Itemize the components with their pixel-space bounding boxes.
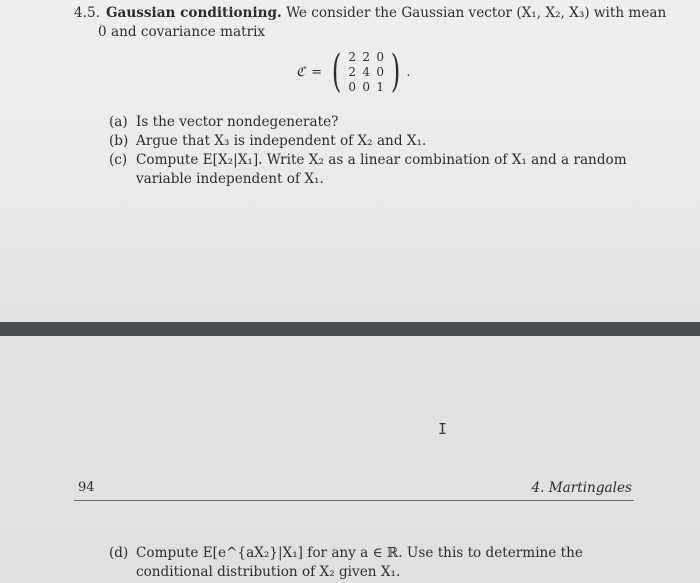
matrix-cell: 0 (376, 49, 385, 64)
problem-heading (74, 4, 674, 42)
part-d (109, 544, 649, 582)
text-cursor-icon: I (438, 420, 448, 438)
part-label: (b) (109, 133, 129, 149)
part-label: (d) (109, 545, 129, 561)
matrix-cell: 1 (376, 79, 385, 94)
matrix-period: . (406, 64, 411, 80)
chapter-running-head: 4. Martingales (531, 480, 632, 496)
matrix-cell: 2 (362, 49, 371, 64)
matrix-cell: 4 (362, 64, 371, 79)
part-label: (c) (109, 152, 128, 168)
left-paren: ( (331, 46, 342, 97)
problem-intro-line1: We consider the Gaussian vector (X₁, X₂, X₃) with mean (286, 5, 667, 21)
part-text: Compute E[X₂|X₁]. Write X₂ as a linear combination of X₁ and a random variable independent of X₁. (136, 152, 627, 187)
page-number: 94 (78, 480, 95, 495)
problem-title: Gaussian conditioning. (105, 5, 282, 21)
part-c (109, 151, 649, 189)
matrix-symbol: ℭ (296, 64, 306, 80)
part-text: Compute E[e^{aX₂}|X₁] for any a ∈ ℝ. Use this to determine the conditional distribution of X₂ given X₁. (136, 545, 583, 580)
equals-sign: = (311, 64, 323, 80)
matrix-cell: 0 (348, 79, 357, 94)
matrix-cell: 2 (348, 64, 357, 79)
matrix-cell: 0 (362, 79, 371, 94)
part-text: Is the vector nondegenerate? (136, 114, 339, 130)
problem-number: 4.5. (74, 5, 100, 21)
problem-intro-line2: 0 and covariance matrix (98, 24, 266, 40)
page-divider-band (0, 322, 700, 336)
right-paren: ) (391, 46, 401, 97)
part-a (109, 113, 649, 132)
header-rule (74, 500, 634, 501)
part-b (109, 132, 649, 151)
matrix-grid (345, 50, 387, 95)
part-d-row (109, 544, 649, 582)
part-label: (a) (109, 114, 128, 130)
part-text: Argue that X₃ is independent of X₂ and X₁. (136, 133, 427, 149)
matrix-cell: 2 (348, 49, 357, 64)
covariance-matrix (296, 44, 411, 100)
matrix-cell: 0 (376, 64, 385, 79)
problem-parts (109, 113, 649, 189)
